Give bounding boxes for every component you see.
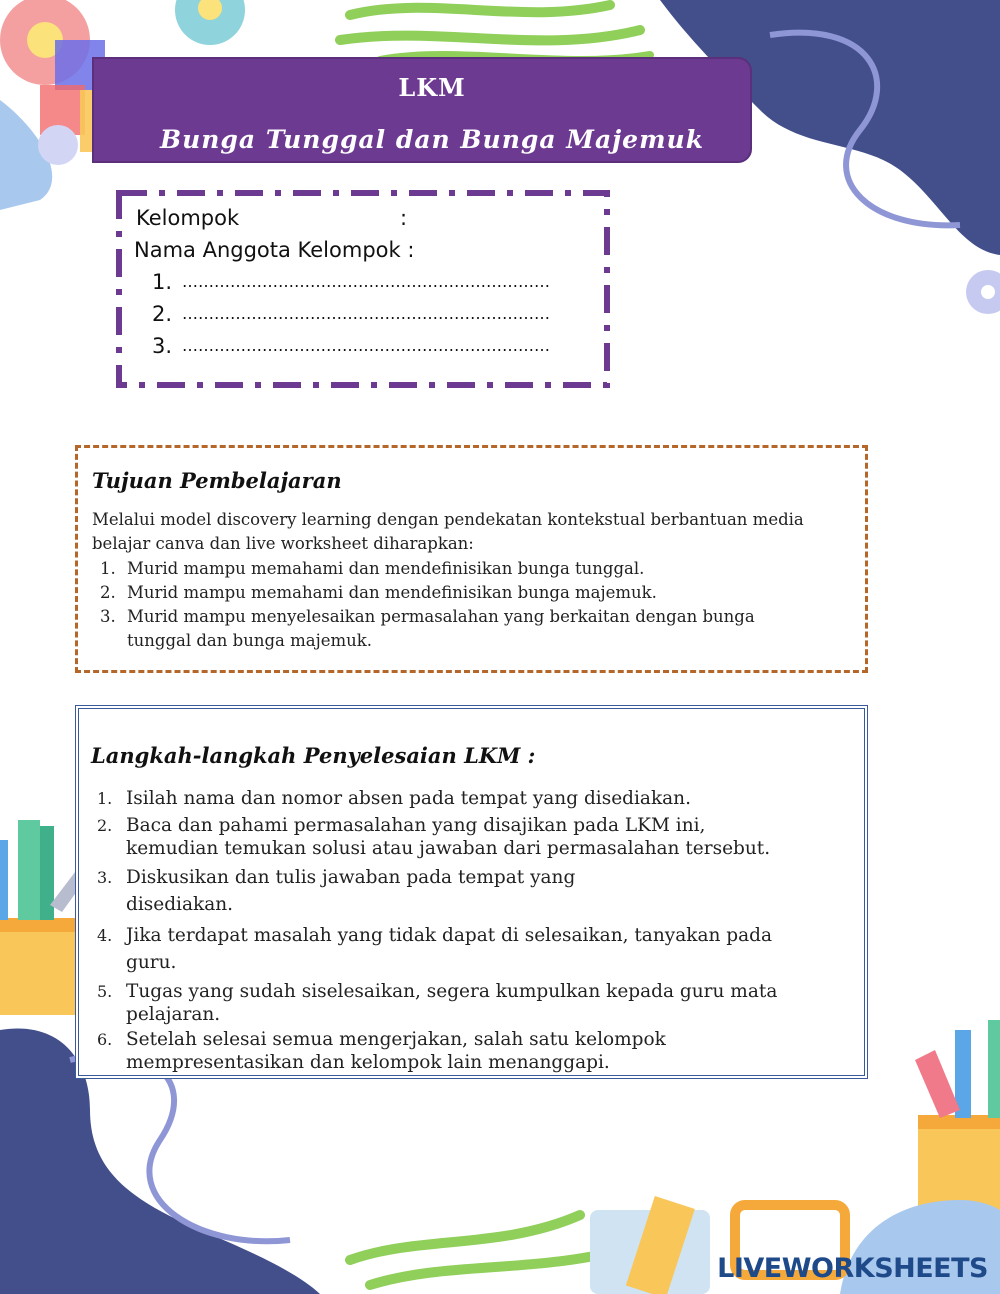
step-text: Jika terdapat masalah yang tidak dapat di selesaikan, tanyakan pada [126, 925, 773, 946]
green-stripe-top-2 [340, 30, 640, 40]
steps-heading: Langkah-langkah Penyelesaian LKM : [91, 743, 536, 768]
green-stripe-top-1 [350, 5, 610, 15]
title-banner [92, 57, 752, 163]
list-item [91, 922, 851, 976]
step-text-continued: mempresentasikan dan kelompok lain menanggapi. [126, 1052, 610, 1073]
flower-left-small [38, 125, 78, 165]
objective-text: Murid mampu memahami dan mendefinisikan bunga majemuk. [127, 583, 657, 602]
objectives-list [92, 557, 852, 653]
list-item [91, 787, 851, 810]
pencil-cup-left [0, 925, 82, 1015]
step-text-continued: kemudian temukan solusi atau jawaban dari permasalahan tersebut. [126, 838, 771, 859]
liveworksheets-logo-text: LIVEWORKSHEETS [717, 1253, 988, 1284]
step-number: 2. [97, 816, 113, 835]
kelompok-colon: : [400, 206, 408, 230]
member-number-3: 3. [152, 334, 173, 358]
list-item [91, 814, 851, 860]
objective-text: Murid mampu menyelesaikan permasalahan yang berkaitan dengan bunga [127, 607, 755, 626]
list-item [91, 1028, 851, 1074]
list-item [91, 980, 851, 1026]
steps-box [75, 705, 868, 1079]
list-item [92, 605, 852, 653]
step-number: 6. [97, 1030, 113, 1049]
objectives-intro-line-2: belajar canva dan live worksheet diharapkan: [92, 534, 474, 553]
objective-number: 2. [100, 583, 116, 602]
members-label: Nama Anggota Kelompok : [134, 238, 415, 262]
step-text: Setelah selesai semua mengerjakan, salah satu kelompok [126, 1029, 666, 1050]
steps-list [91, 787, 851, 1074]
list-item [92, 557, 852, 581]
step-text-continued: pelajaran. [126, 1004, 221, 1025]
objectives-heading: Tujuan Pembelajaran [92, 468, 342, 493]
objectives-intro [92, 508, 857, 556]
member-field-3[interactable]: …………………………………………………………… [182, 336, 550, 355]
member-field-2[interactable]: …………………………………………………………… [182, 304, 550, 323]
objective-number: 3. [100, 607, 116, 626]
green-stripe-bottom-1 [350, 1215, 580, 1260]
member-number-1: 1. [152, 270, 173, 294]
list-item [91, 864, 851, 918]
member-field-1[interactable]: …………………………………………………………… [182, 272, 550, 291]
kelompok-label: Kelompok [136, 206, 240, 230]
liveworksheets-logo[interactable] [717, 1253, 988, 1284]
step-number: 3. [97, 868, 113, 887]
step-number: 4. [97, 926, 113, 945]
objectives-box [75, 445, 868, 673]
step-text-continued: guru. [126, 952, 177, 973]
list-item [92, 581, 852, 605]
page-subtitle: Bunga Tunggal dan Bunga Majemuk [159, 125, 705, 154]
step-text: Diskusikan dan tulis jawaban pada tempat yang [126, 867, 576, 888]
ruler-right [988, 1020, 1000, 1118]
step-number: 5. [97, 982, 113, 1001]
group-info-box [116, 190, 610, 388]
step-text: Tugas yang sudah siselesaikan, segera kumpulkan kepada guru mata [126, 981, 778, 1002]
step-text-continued: disediakan. [126, 894, 234, 915]
objective-text-continued: tunggal dan bunga majemuk. [127, 631, 372, 650]
member-number-2: 2. [152, 302, 173, 326]
objective-number: 1. [100, 559, 116, 578]
eraser-right [915, 1050, 960, 1118]
ruler-left [18, 820, 40, 920]
objective-text: Murid mampu memahami dan mendefinisikan bunga tunggal. [127, 559, 645, 578]
step-text: Baca dan pahami permasalahan yang disajikan pada LKM ini, [126, 815, 706, 836]
step-number: 1. [97, 789, 113, 808]
objectives-intro-line-1: Melalui model discovery learning dengan pendekatan kontekstual berbantuan media [92, 510, 804, 529]
step-text: Isilah nama dan nomor absen pada tempat yang disediakan. [126, 788, 691, 809]
page-title: LKM [398, 73, 466, 102]
